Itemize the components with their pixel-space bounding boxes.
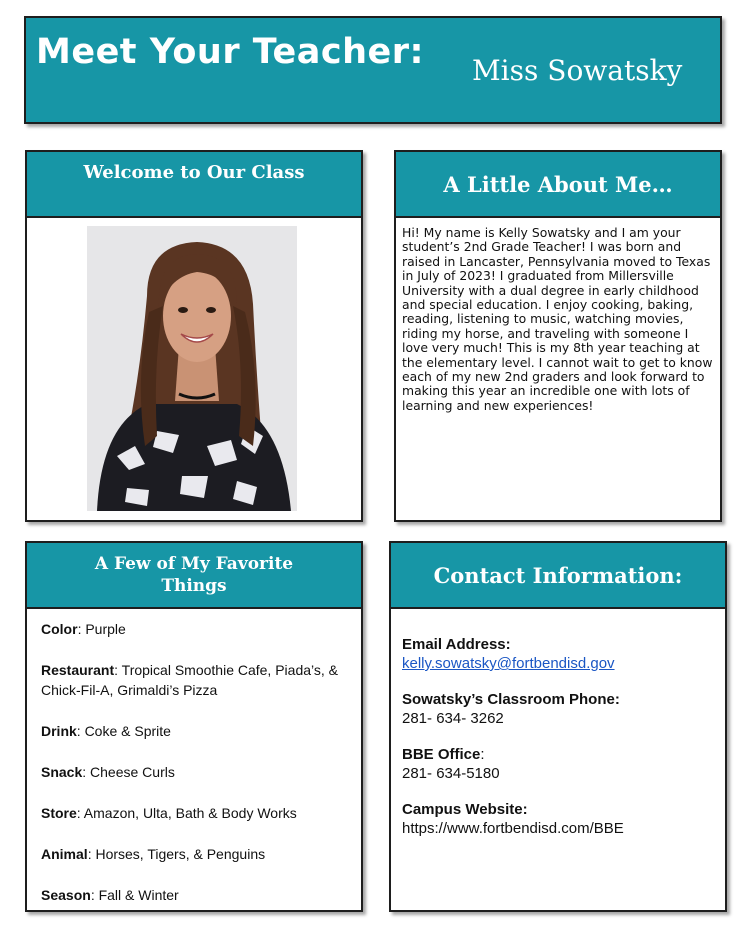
about-heading: A Little About Me…: [396, 152, 720, 218]
website-value: https://www.fortbendisd.com/BBE: [402, 820, 624, 837]
favorite-item-restaurant: [41, 660, 353, 700]
favorite-value: : Purple: [77, 621, 126, 637]
favorite-value: : Coke & Sprite: [76, 723, 171, 739]
favorite-label: Season: [41, 887, 91, 903]
contact-card: [389, 541, 727, 912]
office-colon: :: [480, 746, 485, 763]
email-link[interactable]: kelly.sowatsky@fortbendisd.gov: [402, 655, 615, 672]
phone-value: 281- 634- 3262: [402, 710, 504, 727]
teacher-photo-illustration: [87, 226, 297, 511]
teacher-name: Miss Sowatsky: [472, 54, 683, 87]
favorite-label: Snack: [41, 764, 83, 780]
favorite-item-season: [41, 885, 353, 905]
contact-list: [402, 635, 717, 855]
website-label: Campus Website:: [402, 801, 528, 818]
favorite-label: Store: [41, 805, 77, 821]
phone-label: Sowatsky’s Classroom Phone:: [402, 691, 620, 708]
welcome-heading: Welcome to Our Class: [27, 152, 361, 218]
favorite-label: Drink: [41, 723, 77, 739]
favorite-item-animal: [41, 844, 353, 864]
about-text: Hi! My name is Kelly Sowatsky and I am your student’s 2nd Grade Teacher! I was born and raised in Lancaster, Pennsylvania moved to Texas in July of 2023! I graduated from Millersville University with a dual degree in early childhood and special education. I enjoy cooking, baking, reading, listening to music, watching movies, riding my horse, and traveling with someone I love very much! This is my 8th year teaching at the elementary level. I cannot wait to get to know each of my new 2nd graders and look forward to making this year an incredible one with lots of learning and new experiences!: [402, 225, 713, 413]
favorite-item-snack: [41, 762, 353, 782]
favorites-heading: [27, 543, 361, 609]
title-banner: [24, 16, 722, 124]
page-title: Meet Your Teacher:: [36, 32, 425, 72]
office-value: 281- 634-5180: [402, 765, 500, 782]
favorite-value: : Tropical Smoothie Cafe, Piada’s, & Chick-Fil-A, Grimaldi’s Pizza: [41, 662, 338, 698]
welcome-card: [25, 150, 363, 522]
favorite-item-store: [41, 803, 353, 823]
teacher-photo: [87, 226, 297, 511]
favorite-label: Color: [41, 621, 78, 637]
office-label-row: [402, 745, 717, 764]
contact-office: [402, 745, 717, 783]
favorites-heading-line1: A Few of My Favorite: [94, 554, 294, 574]
contact-heading: Contact Information:: [391, 543, 725, 609]
contact-email: [402, 635, 717, 673]
favorite-value: : Horses, Tigers, & Penguins: [87, 846, 266, 862]
favorite-value: : Amazon, Ulta, Bath & Body Works: [76, 805, 297, 821]
favorite-item-color: [41, 619, 353, 639]
favorite-value: : Fall & Winter: [90, 887, 179, 903]
favorites-card: [25, 541, 363, 912]
favorite-label: Animal: [41, 846, 88, 862]
favorites-heading-line2: Things: [161, 576, 227, 596]
about-card: [394, 150, 722, 522]
favorites-list: [41, 619, 353, 926]
favorite-item-drink: [41, 721, 353, 741]
favorite-label: Restaurant: [41, 662, 115, 678]
contact-website: [402, 800, 717, 838]
office-label: BBE Office: [402, 746, 481, 763]
email-label: Email Address:: [402, 636, 511, 653]
contact-phone: [402, 690, 717, 728]
favorite-value: : Cheese Curls: [82, 764, 175, 780]
